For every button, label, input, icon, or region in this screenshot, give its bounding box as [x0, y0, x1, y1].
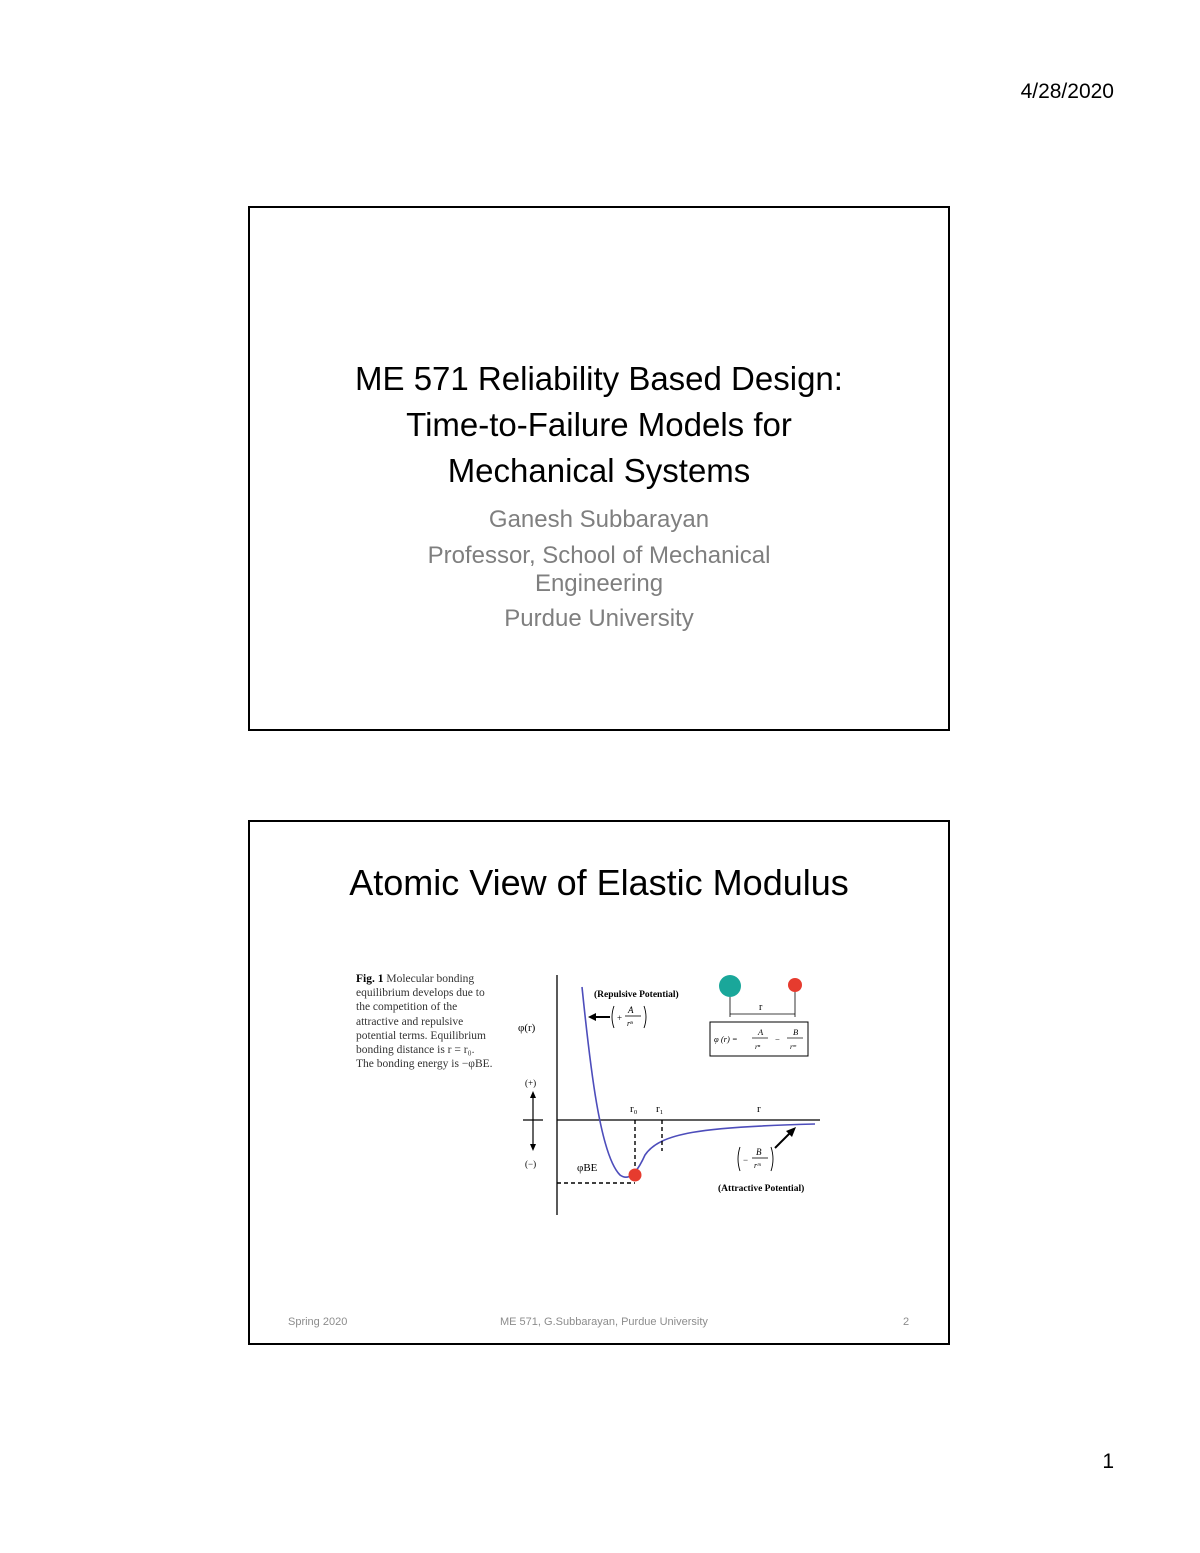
affiliation-line: Professor, School of Mechanical [427, 542, 771, 569]
slide1-title-line: Mechanical Systems [447, 452, 751, 489]
affiliation-line: Engineering [534, 570, 664, 597]
term-paren [644, 1006, 646, 1028]
attractive-sign: − [743, 1155, 749, 1165]
phi-axis-label: φ(r) [518, 1022, 536, 1034]
attractive-denominator: rᵐ [754, 1161, 761, 1170]
caption-line: The bonding energy is −φBE. [356, 1058, 493, 1071]
caption-line: equilibrium develops due to [356, 987, 485, 1000]
plus-label: (+) [525, 1078, 537, 1088]
repulsive-numerator: A [628, 1005, 634, 1015]
equation-den-b: rᵐ [790, 1042, 797, 1051]
attractive-label: (Attractive Potential) [718, 1184, 805, 1194]
caption-line: bonding distance is r = r₀. [356, 1044, 475, 1057]
page-date: 4/28/2020 [1020, 80, 1114, 103]
author-name: Ganesh Subbarayan [488, 506, 710, 533]
atom-b [788, 978, 802, 992]
atom-a [719, 975, 741, 997]
equation-num-b: B [793, 1027, 799, 1037]
footer-left: Spring 2020 [288, 1316, 348, 1328]
slide1-title-line: ME 571 Reliability Based Design: [355, 360, 843, 397]
equilibrium-dot [629, 1169, 642, 1182]
slide1-title [248, 356, 950, 494]
arrow-left-icon [588, 1013, 596, 1021]
term-paren [612, 1006, 614, 1028]
r0-label: r₀ [630, 1103, 638, 1115]
caption-line: the competition of the [356, 1001, 458, 1014]
sign-arrow-up-icon [530, 1091, 536, 1098]
attractive-numerator: B [756, 1147, 762, 1157]
term-paren [738, 1147, 740, 1171]
repulsive-denominator: rⁿ [627, 1019, 633, 1028]
caption-line: potential terms. Equilibrium [356, 1029, 486, 1042]
phi-be-label: φBE [577, 1162, 598, 1174]
repulsive-sign: + [617, 1013, 623, 1023]
page-number: 1 [1102, 1450, 1114, 1473]
caption-label: Fig. 1 [356, 973, 384, 985]
minus-label: (−) [525, 1159, 537, 1169]
equation-num-a: A [758, 1027, 764, 1037]
r1-label: r₁ [656, 1103, 664, 1115]
figure-caption [356, 972, 514, 1071]
equation-den-a: rⁿ [755, 1042, 761, 1051]
slide2-title: Atomic View of Elastic Modulus [349, 862, 849, 903]
footer-slide-number: 2 [903, 1316, 910, 1328]
equation-op: − [775, 1034, 780, 1044]
equation-lhs: φ (r) = [714, 1034, 738, 1044]
potential-energy-diagram [510, 965, 830, 1225]
sign-arrow-down-icon [530, 1144, 536, 1151]
slide1-title-line: Time-to-Failure Models for [406, 406, 792, 443]
caption-line: Molecular bonding [386, 973, 475, 985]
term-paren [771, 1147, 773, 1171]
separation-label: r [759, 1002, 763, 1013]
footer-center: ME 571, G.Subbarayan, Purdue University [500, 1316, 708, 1328]
r-axis-label: r [757, 1103, 761, 1115]
repulsive-label: (Repulsive Potential) [594, 990, 679, 1000]
caption-line: attractive and repulsive [356, 1015, 464, 1028]
affiliation [248, 542, 950, 598]
university: Purdue University [504, 605, 694, 632]
